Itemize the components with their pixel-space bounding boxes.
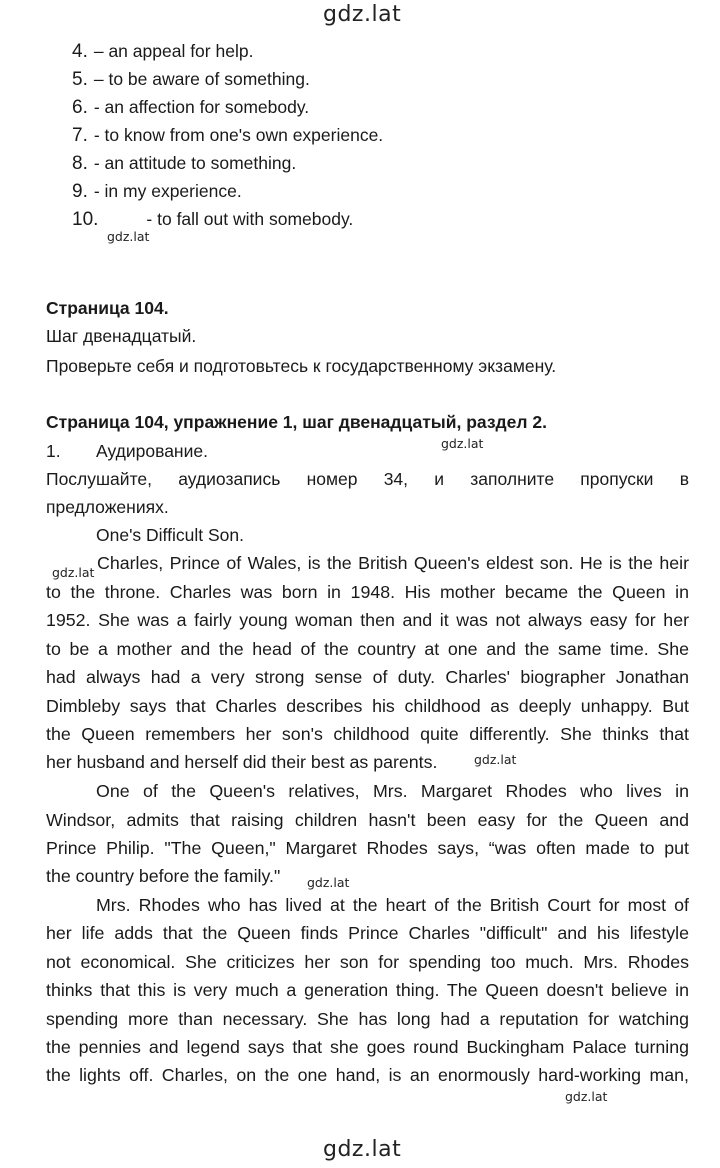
paragraph-line: the pennies and legend says that she goes round Buckingham Palace turning xyxy=(46,1037,689,1057)
list-text: - in my experience. xyxy=(93,181,242,201)
list-item xyxy=(72,181,242,203)
paragraph-line: Dimbleby says that Charles describes his childhood as deeply unhappy. But xyxy=(46,696,689,716)
list-number: 10. xyxy=(72,209,99,230)
paragraph-line: One of the Queen's relatives, Mrs. Margaret Rhodes who lives in xyxy=(96,781,689,801)
item-number: 1. xyxy=(46,441,61,461)
paragraph-line: Mrs. Rhodes who has lived at the heart of the British Court for most of xyxy=(96,895,689,915)
paragraph-line: to be a mother and the head of the country at one and the same time. She xyxy=(46,639,689,659)
paragraph-line: thinks that this is very much a generation thing. The Queen doesn't believe in xyxy=(46,980,689,1000)
watermark-inline: gdz.lat xyxy=(565,1089,608,1104)
watermark-top: gdz.lat xyxy=(323,2,402,27)
instruction-text: Проверьте себя и подготовьтесь к государственному экзамену. xyxy=(46,356,557,376)
section-heading: Страница 104. xyxy=(46,298,169,318)
watermark-inline: gdz.lat xyxy=(441,436,484,451)
paragraph-line: her life adds that the Queen finds Prince Charles "difficult" and his lifestyle xyxy=(46,923,689,943)
paragraph-line: Windsor, admits that raising children hasn't been easy for the Queen and xyxy=(46,810,689,830)
list-number: 9. xyxy=(72,181,88,202)
task-text: Послушайте, аудиозапись номер 34, и заполните пропуски в xyxy=(46,469,689,489)
watermark-inline: gdz.lat xyxy=(107,229,150,244)
list-item xyxy=(72,69,310,91)
list-item xyxy=(72,209,353,231)
list-number: 4. xyxy=(72,41,88,62)
list-number: 5. xyxy=(72,69,88,90)
list-item xyxy=(72,125,383,147)
list-text: - to know from one's own experience. xyxy=(93,125,384,145)
paragraph-line: the country before the family." xyxy=(46,866,281,886)
paragraph-line: not economical. She criticizes her son for spending too much. Mrs. Rhodes xyxy=(46,952,689,972)
watermark-bottom: gdz.lat xyxy=(323,1137,402,1162)
watermark-inline: gdz.lat xyxy=(307,875,350,890)
exercise-heading: Страница 104, упражнение 1, шаг двенадцатый, раздел 2. xyxy=(46,412,547,432)
paragraph-line: 1952. She was a fairly young woman then and it was not always easy for her xyxy=(46,610,689,630)
story-title: One's Difficult Son. xyxy=(96,525,244,545)
paragraph-line: the Queen remembers her son's childhood quite differently. She thinks that xyxy=(46,724,689,744)
item-title: Аудирование. xyxy=(96,441,208,461)
list-number: 8. xyxy=(72,153,88,174)
paragraph-line: to the throne. Charles was born in 1948. His mother became the Queen in xyxy=(46,582,689,602)
paragraph-line: Prince Philip. "The Queen," Margaret Rhodes says, “was often made to put xyxy=(46,838,689,858)
step-label: Шаг двенадцатый. xyxy=(46,326,197,346)
list-item xyxy=(72,41,253,63)
list-text: – to be aware of something. xyxy=(93,69,310,89)
list-text: - to fall out with somebody. xyxy=(146,209,354,229)
paragraph-line: had always had a very strong sense of duty. Charles' biographer Jonathan xyxy=(46,667,689,687)
list-number: 6. xyxy=(72,97,88,118)
list-item xyxy=(72,153,296,175)
paragraph-line: her husband and herself did their best as parents. xyxy=(46,752,438,772)
watermark-inline: gdz.lat xyxy=(52,565,95,580)
list-number: 7. xyxy=(72,125,88,146)
watermark-inline: gdz.lat xyxy=(474,752,517,767)
list-text: - an affection for somebody. xyxy=(93,97,310,117)
paragraph-line: spending more than necessary. She has long had a reputation for watching xyxy=(46,1009,689,1029)
list-text: - an attitude to something. xyxy=(93,153,297,173)
task-text: предложениях. xyxy=(46,497,169,517)
list-item xyxy=(72,97,309,119)
paragraph-line: the lights off. Charles, on the one hand, is an enormously hard-working man, xyxy=(46,1065,689,1085)
list-text: – an appeal for help. xyxy=(93,41,254,61)
paragraph-line: Charles, Prince of Wales, is the British Queen's eldest son. He is the heir xyxy=(97,553,689,573)
